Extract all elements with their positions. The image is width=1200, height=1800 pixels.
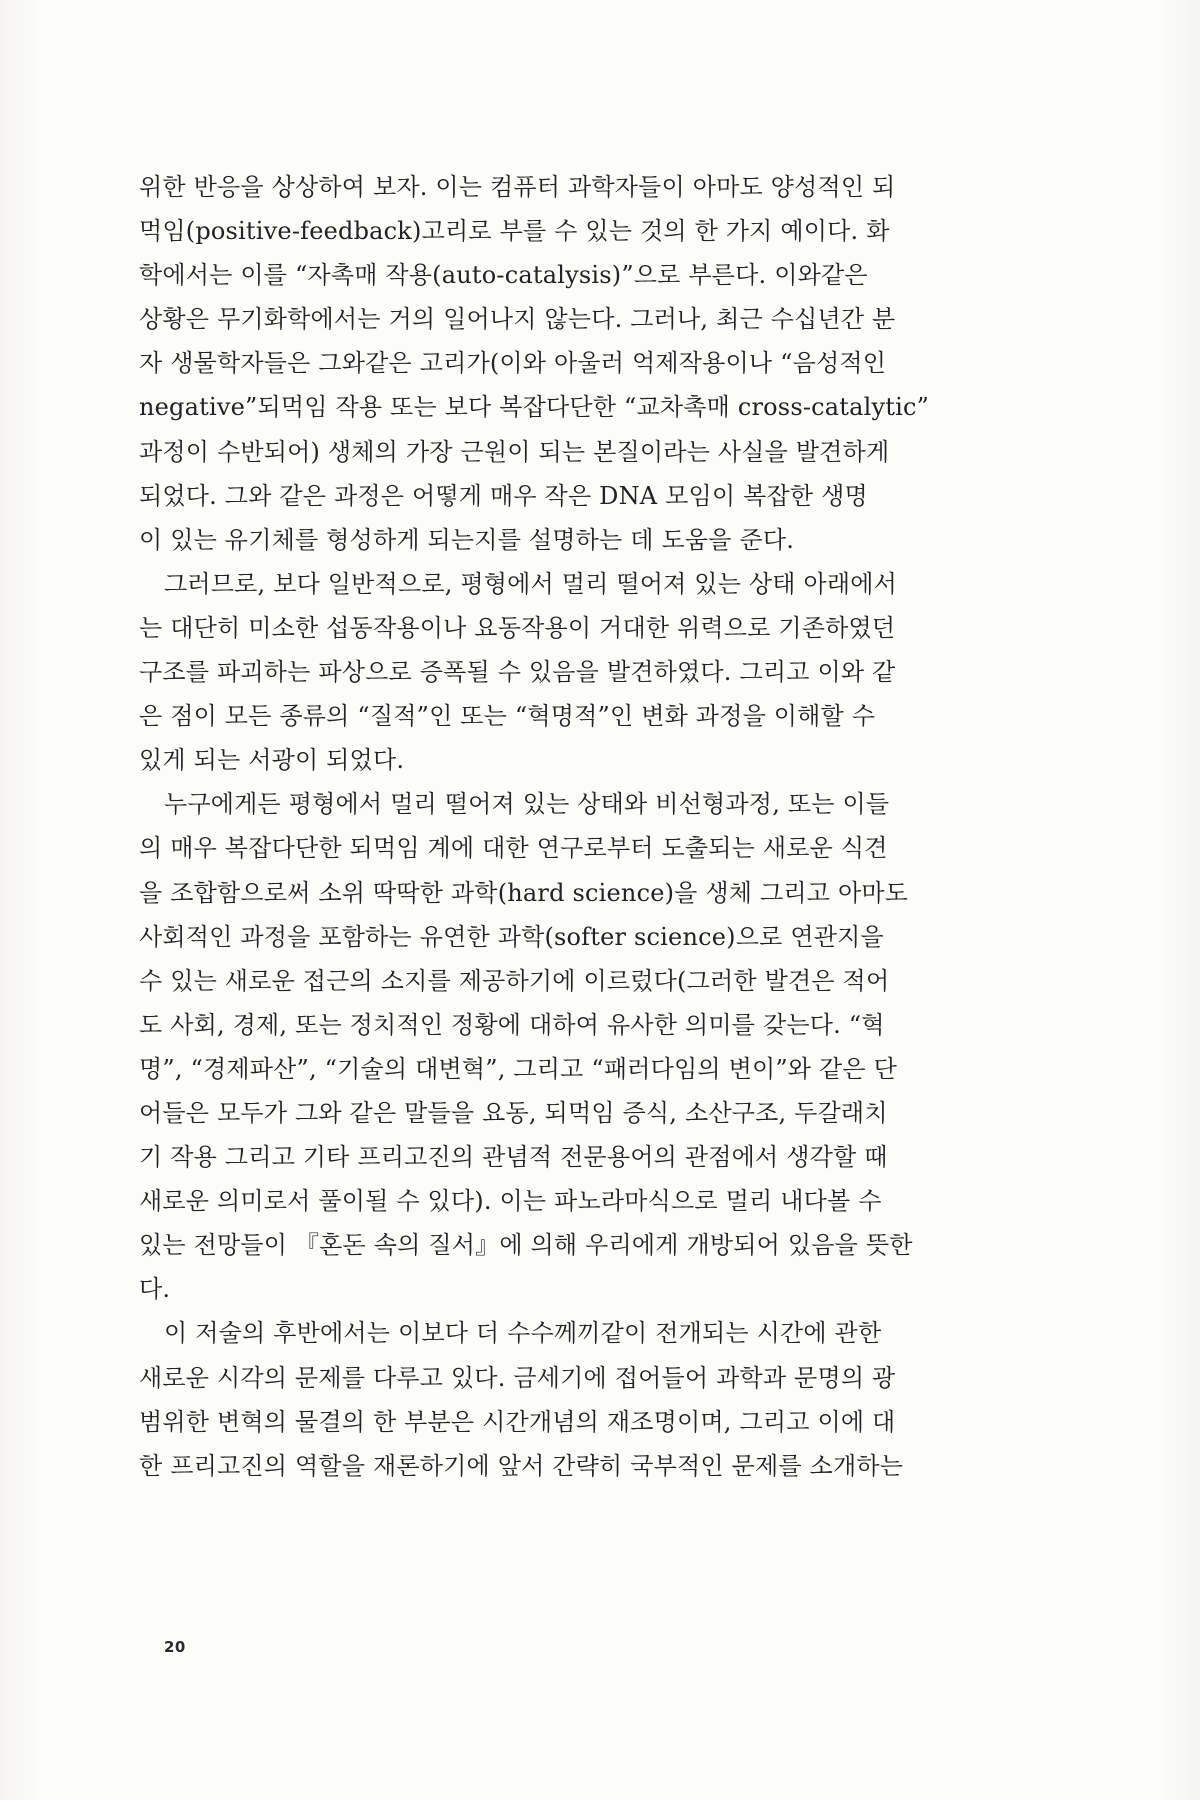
text-line: 과정이 수반되어) 생체의 가장 근원이 되는 본질이라는 사실을 발견하게: [139, 437, 890, 466]
paragraph-start-line: 이 저술의 후반에서는 이보다 더 수수께끼같이 전개되는 시간에 관한: [164, 1319, 882, 1348]
text-line: 새로운 의미로서 풀이될 수 있다). 이는 파노라마식으로 멀리 내다볼 수: [139, 1187, 882, 1216]
text-line: 먹임(positive-feedback)고리로 부를 수 있는 것의 한 가지 예이다. 화: [139, 217, 890, 246]
body-text: [139, 165, 1089, 1488]
text-line: 의 매우 복잡다단한 되먹임 계에 대한 연구로부터 도출되는 새로운 식견: [139, 834, 888, 863]
page-number: 20: [164, 1638, 186, 1656]
text-line: 되었다. 그와 같은 과정은 어떻게 매우 작은 DNA 모임이 복잡한 생명: [139, 481, 868, 510]
text-line: 는 대단히 미소한 섭동작용이나 요동작용이 거대한 위력으로 기존하였던: [139, 613, 896, 642]
paragraph-start-line: 그러므로, 보다 일반적으로, 평형에서 멀리 떨어져 있는 상태 아래에서: [164, 569, 898, 598]
text-line: 도 사회, 경제, 또는 정치적인 정황에 대하여 유사한 의미를 갖는다. “혁: [139, 1010, 885, 1039]
text-line: 새로운 시각의 문제를 다루고 있다. 금세기에 접어들어 과학과 문명의 광: [139, 1363, 896, 1392]
text-line: 기 작용 그리고 기타 프리고진의 관념적 전문용어의 관점에서 생각할 때: [139, 1143, 888, 1172]
text-line: negative”되먹임 작용 또는 보다 복잡다단한 “교차촉매 cross-catalytic”: [139, 393, 930, 422]
text-line: 한 프리고진의 역할을 재론하기에 앞서 간략히 국부적인 문제를 소개하는: [139, 1451, 904, 1480]
text-line: 범위한 변혁의 물결의 한 부분은 시간개념의 재조명이며, 그리고 이에 대: [139, 1407, 896, 1436]
text-line: 사회적인 과정을 포함하는 유연한 과학(softer science)으로 연관지을: [139, 922, 884, 951]
text-line: 어들은 모두가 그와 같은 말들을 요동, 되먹임 증식, 소산구조, 두갈래치: [139, 1098, 888, 1127]
text-line: 이 있는 유기체를 형성하게 되는지를 설명하는 데 도움을 준다.: [139, 525, 795, 554]
text-line: 명”, “경제파산”, “기술의 대변혁”, 그리고 “패러다임의 변이”와 같은 단: [139, 1054, 898, 1083]
text-line: 은 점이 모든 종류의 “질적”인 또는 “혁명적”인 변화 과정을 이해할 수: [139, 702, 876, 731]
text-line: 자 생물학자들은 그와같은 고리가(이와 아울러 억제작용이나 “음성적인: [139, 349, 887, 378]
text-line: 있게 되는 서광이 되었다.: [139, 746, 405, 775]
text-line: 위한 반응을 상상하여 보자. 이는 컴퓨터 과학자들이 아마도 양성적인 되: [139, 173, 896, 201]
text-line: 상황은 무기화학에서는 거의 일어나지 않는다. 그러나, 최근 수십년간 분: [139, 305, 896, 334]
text-line: 구조를 파괴하는 파상으로 증폭될 수 있음을 발견하였다. 그리고 이와 같: [139, 658, 896, 687]
text-line: 수 있는 새로운 접근의 소지를 제공하기에 이르렀다(그러한 발견은 적어: [139, 966, 890, 995]
text-line: 학에서는 이를 “자촉매 작용(auto-catalysis)”으로 부른다. 이와같은: [139, 261, 868, 290]
text-line: 다.: [139, 1275, 171, 1304]
text-line: 을 조합함으로써 소위 딱딱한 과학(hard science)을 생체 그리고 아마도: [139, 878, 909, 907]
paragraph-start-line: 누구에게든 평형에서 멀리 떨어져 있는 상태와 비선형과정, 또는 이들: [164, 790, 890, 819]
text-line: 있는 전망들이 『혼돈 속의 질서』에 의해 우리에게 개방되어 있음을 뜻한: [139, 1231, 913, 1260]
